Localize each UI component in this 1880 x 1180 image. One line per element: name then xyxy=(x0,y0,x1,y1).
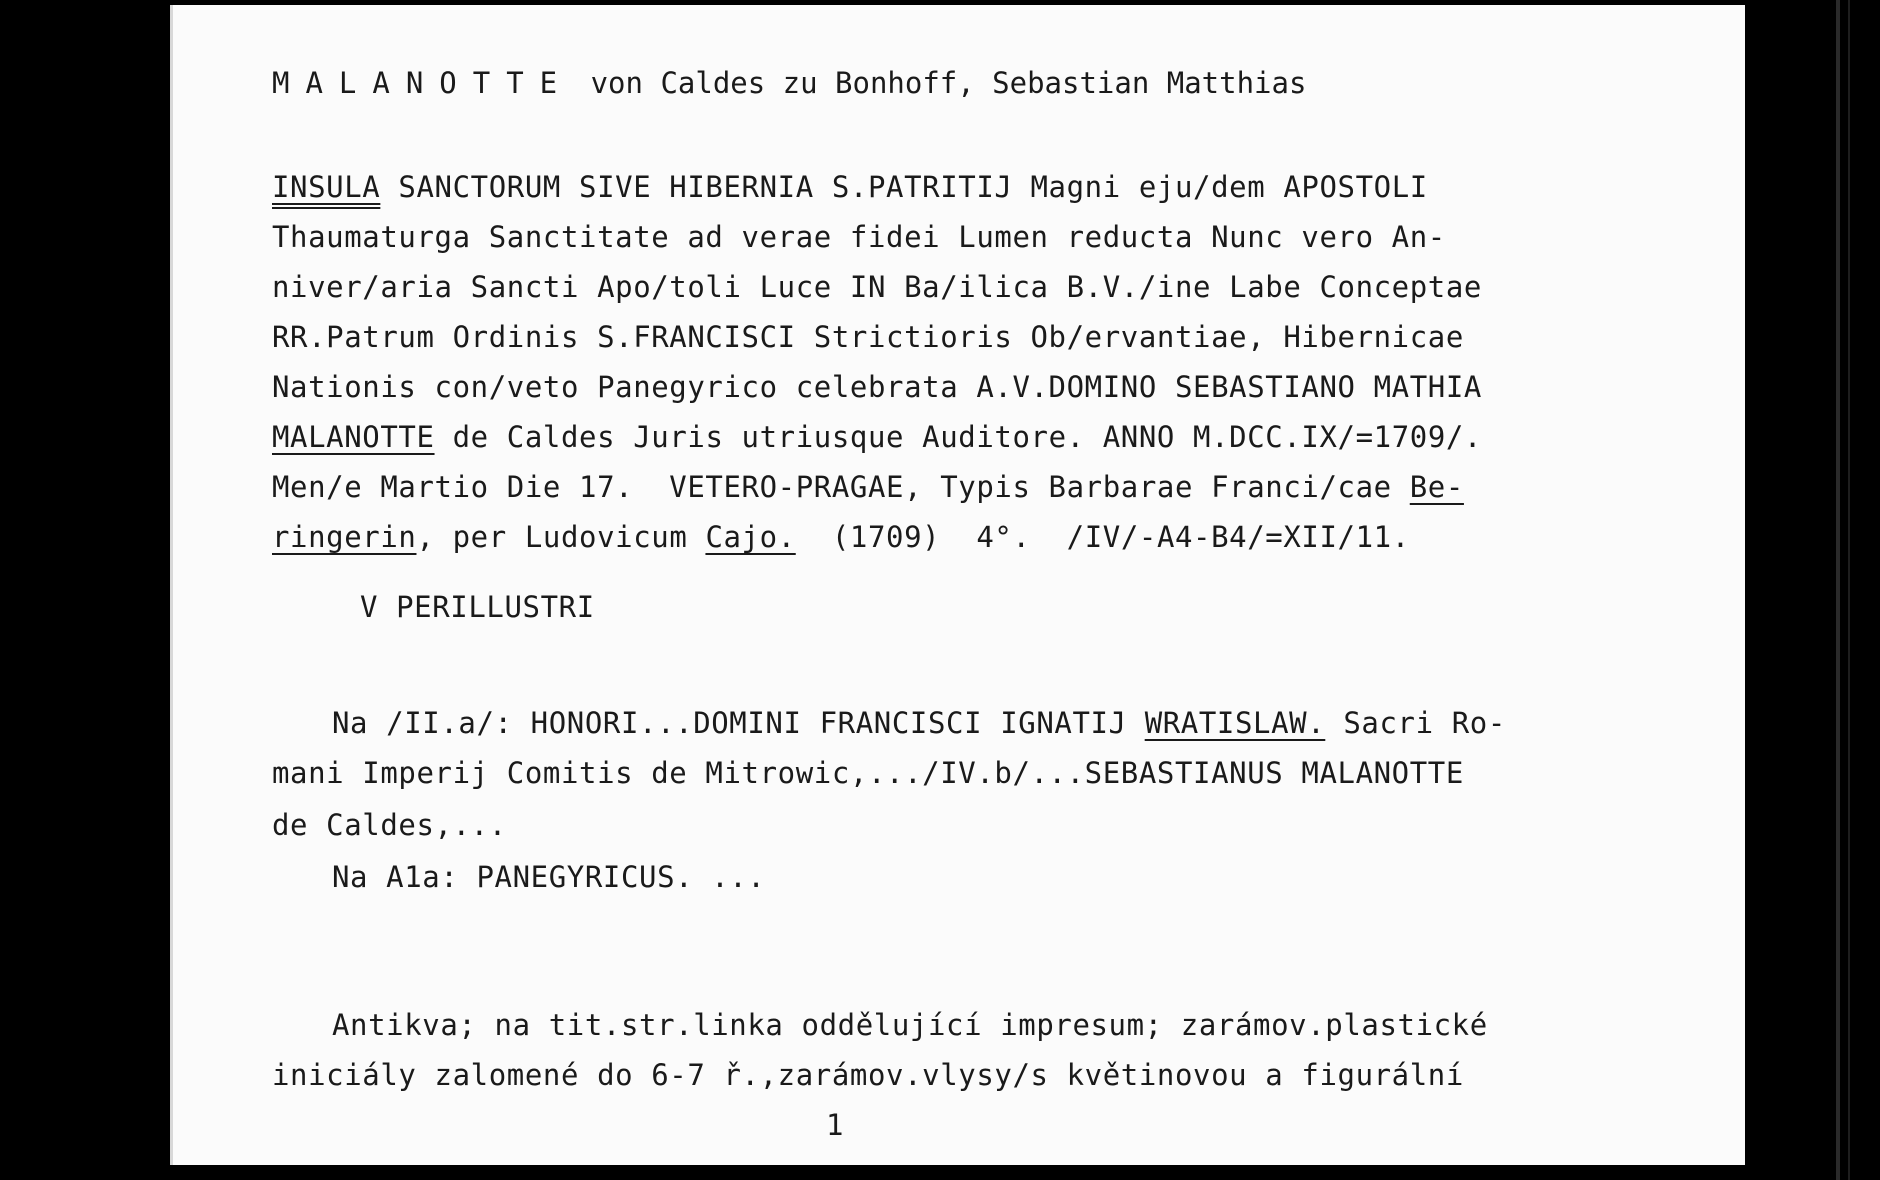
film-edge-line-2 xyxy=(1848,0,1850,1180)
description-line-2: iniciály zalomené do 6-7 ř.,zarámov.vlysy/s květinovou a figurální xyxy=(272,1058,1464,1092)
author-surname: MALANOTTE xyxy=(272,66,574,100)
title-line-2: Thaumaturga Sanctitate ad verae fidei Lumen reducta Nunc vero An- xyxy=(272,220,1446,254)
title-line-7-text: Men/e Martio Die 17. VETERO-PRAGAE, Typis Barbarae Franci/cae xyxy=(272,470,1410,504)
title-line-7 xyxy=(272,470,1464,504)
description-line-1: Antikva; na tit.str.linka oddělující impresum; zarámov.plastické xyxy=(332,1008,1488,1042)
title-line-6 xyxy=(272,420,1482,454)
page-number: 1 xyxy=(826,1108,844,1142)
body-line-1-text: Na /II.a/: HONORI...DOMINI FRANCISCI IGNATIJ xyxy=(332,706,1145,740)
printer-surname: Cajo. xyxy=(705,520,796,554)
author-name-rest: von Caldes zu Bonhoff, Sebastian Matthias xyxy=(573,66,1307,100)
title-line-5: Nationis con/veto Panegyrico celebrata A.V.DOMINO SEBASTIANO MATHIA xyxy=(272,370,1482,404)
title-line-8 xyxy=(272,520,1410,554)
title-line-3: niver/aria Sancti Apo/toli Luce IN Ba/ilica B.V./ine Labe Conceptae xyxy=(272,270,1482,304)
title-line-6-text: de Caldes Juris utriusque Auditore. ANNO M.DCC.IX/=1709/. xyxy=(434,420,1482,454)
body-line-3: de Caldes,... xyxy=(272,808,507,842)
title-line-4: RR.Patrum Ordinis S.FRANCISCI Strictioris Ob/ervantiae, Hibernicae xyxy=(272,320,1464,354)
surname-underlined: MALANOTTE xyxy=(272,420,435,454)
card-header xyxy=(272,66,1306,100)
printer-name-part-2: ringerin xyxy=(272,520,417,554)
title-first-word: INSULA xyxy=(272,170,381,204)
title-line-1 xyxy=(272,170,1428,204)
title-line-8-mid: , per Ludovicum xyxy=(416,520,706,554)
body-line-1-rest: Sacri Ro- xyxy=(1325,706,1506,740)
imprint-collation: (1709) 4°. /IV/-A4-B4/=XII/11. xyxy=(795,520,1410,554)
patron-name: WRATISLAW. xyxy=(1144,706,1326,740)
film-edge-line xyxy=(1836,0,1840,1180)
body-line-2: mani Imperij Comitis de Mitrowic,.../IV.b/...SEBASTIANUS MALANOTTE xyxy=(272,756,1464,790)
title-line-1-text: SANCTORUM SIVE HIBERNIA S.PATRITIJ Magni eju/dem APOSTOLI xyxy=(380,170,1428,204)
handwritten-note: V PERILLUSTRI xyxy=(360,590,595,624)
body-line-4: Na A1a: PANEGYRICUS. ... xyxy=(332,860,766,894)
printer-name-part-1: Be- xyxy=(1409,470,1464,504)
body-line-1 xyxy=(332,706,1506,740)
